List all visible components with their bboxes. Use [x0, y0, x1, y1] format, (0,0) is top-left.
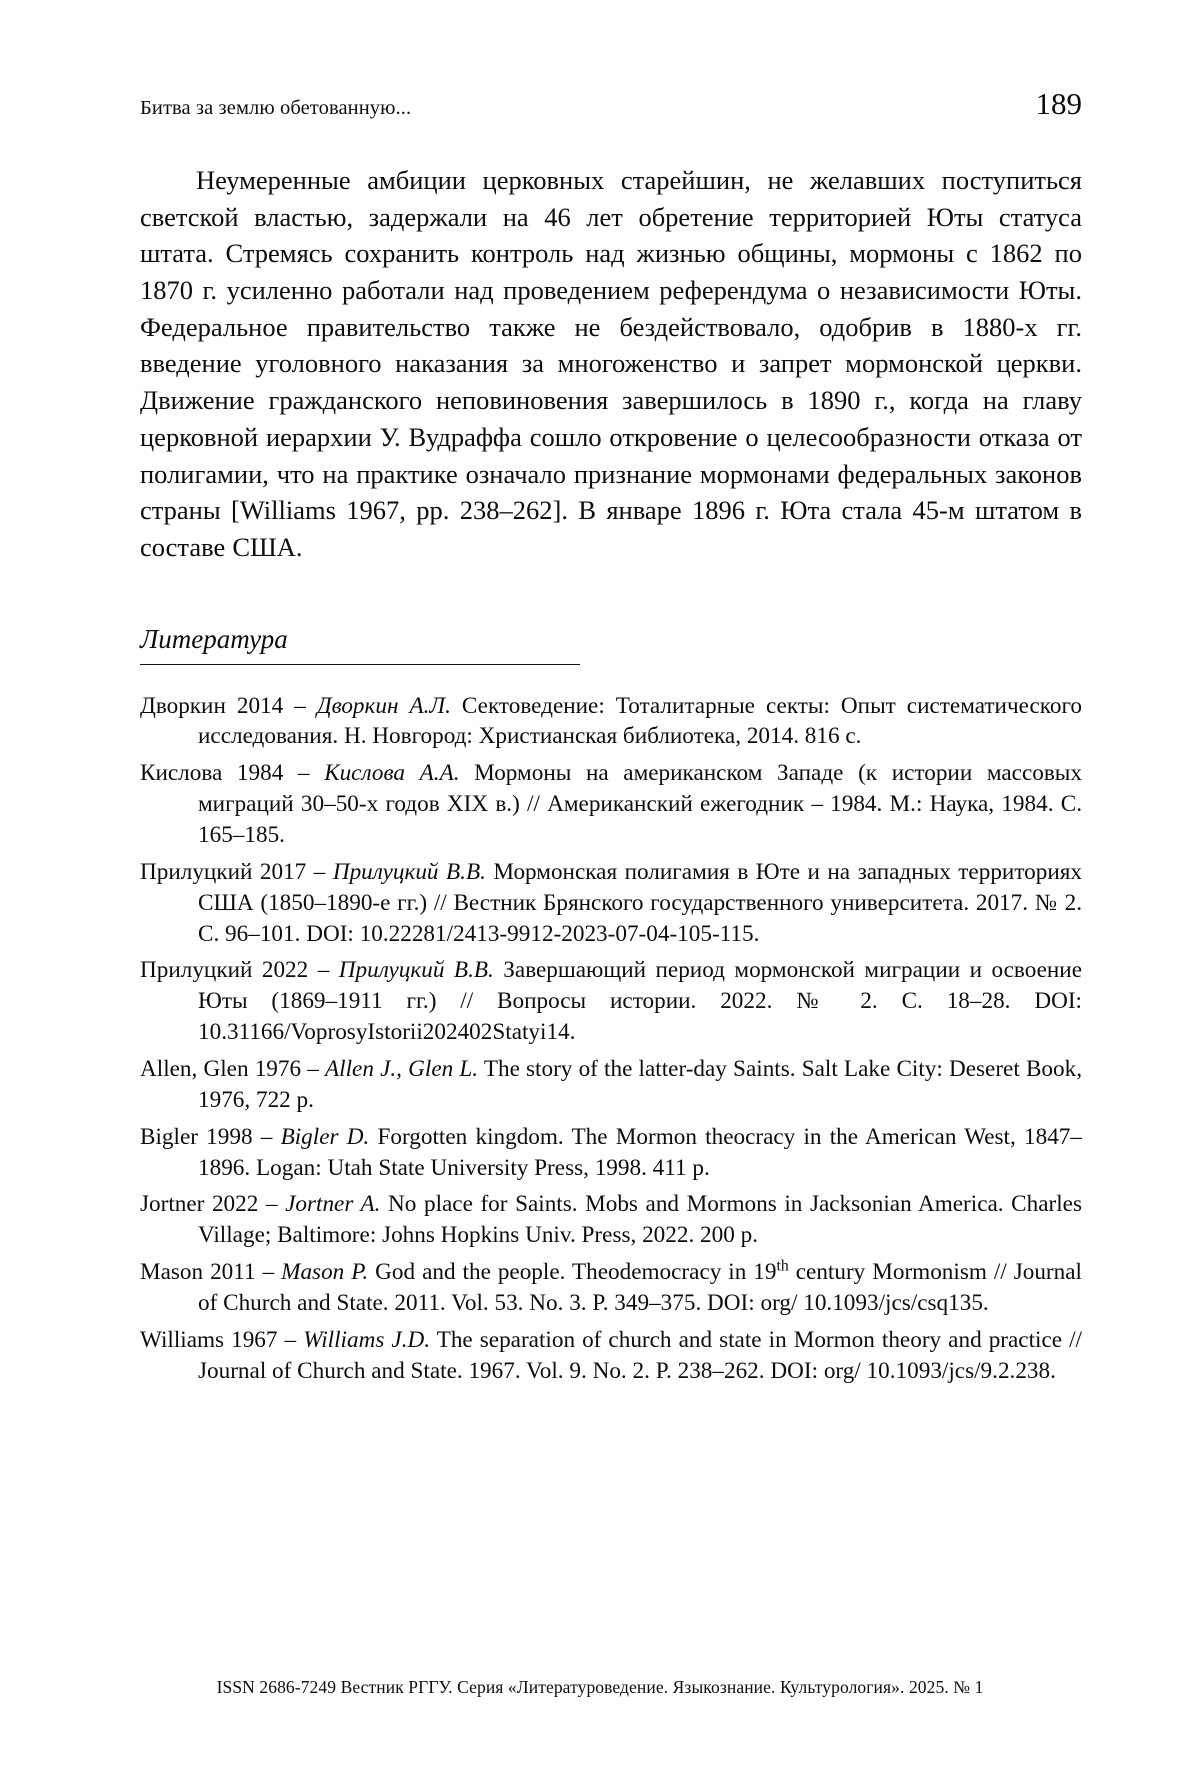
reference-item: [140, 1189, 1082, 1251]
reference-key: Jortner 2022 –: [140, 1191, 286, 1218]
reference-item: [140, 1325, 1082, 1387]
reference-item: [140, 1054, 1082, 1116]
reference-text: Мормонская полигамия в Юте и на западных территориях США (1850–1890-е гг.) // Вестник Брянского государственного университета. 2017. № 2. С. 96–101. DOI: 10.22281/2413-9912-2023-07-04-105-115.: [198, 858, 1083, 947]
reference-key: Allen, Glen 1976 –: [140, 1056, 325, 1083]
reference-item: [140, 1122, 1082, 1184]
reference-key: Прилуцкий 2017 –: [140, 858, 333, 885]
reference-text: Сектоведение: Тоталитарные секты: Опыт систематического исследования. Н. Новгород: Христианская библиотека, 2014. 816 с.: [198, 692, 1082, 750]
reference-item: [140, 691, 1082, 753]
reference-item: [140, 758, 1082, 851]
heading-rule: [140, 664, 580, 665]
references-list: [140, 691, 1082, 1387]
reference-item: [140, 955, 1082, 1048]
reference-key: Прилуцкий 2022 –: [140, 957, 339, 984]
reference-key: Williams 1967 –: [140, 1326, 304, 1353]
reference-key: Bigler 1998 –: [140, 1123, 281, 1150]
reference-author: Allen J., Glen L.: [325, 1056, 479, 1083]
reference-author: Williams J.D.: [303, 1326, 431, 1353]
references-heading: Литература: [140, 623, 288, 654]
reference-author: Кислова А.А.: [324, 760, 460, 787]
reference-key: Дворкин 2014 –: [140, 692, 317, 719]
reference-text: Forgotten kingdom. The Mormon theocracy in the American West, 1847–1896. Logan: Utah State University Press, 1998. 411 p.: [198, 1123, 1082, 1181]
reference-author: Bigler D.: [280, 1123, 370, 1150]
reference-author: Jortner A.: [285, 1191, 381, 1218]
running-head-title: Битва за землю обетованную...: [140, 97, 412, 119]
references-heading-block: [140, 624, 1082, 665]
body-paragraph: Неумеренные амбиции церковных старейшин, не желавших поступиться светской властью, задержали на 46 лет обретение территорией Юты статуса штата. Стремясь сохранить контроль над жизнью общины, мормоны с 1862 по 1870 г. усиленно работали над проведением референдума о независимости Юты. Федеральное правительство также не бездействовало, одобрив в 1880-х гг. введение уголовного наказания за многоженство и запрет мормонской церкви. Движение гражданского неповиновения завершилось в 1890 г., когда на главу церковной иерархии У. Вудраффа сошло откровение о целесообразности отказа от полигамии, что на практике означало признание мормонами федеральных законов страны [Williams 1967, pp. 238–262]. В январе 1896 г. Юта стала 45-м штатом в составе США.: [140, 165, 1082, 562]
reference-author: Mason P.: [281, 1259, 369, 1286]
reference-author: Дворкин А.Л.: [316, 692, 451, 719]
reference-text: No place for Saints. Mobs and Mormons in Jacksonian America. Charles Village; Baltimore: Johns Hopkins Univ. Press, 2022. 200 p.: [198, 1191, 1083, 1249]
page-number: 189: [1035, 86, 1082, 121]
reference-text: Завершающий период мормонской миграции и освоение Юты (1869–1911 гг.) // Вопросы истории. 2022. № 2. С. 18–28. DOI: 10.31166/VoprosyIstorii202402Statyi14.: [198, 957, 1082, 1046]
reference-key: Кислова 1984 –: [140, 760, 325, 787]
reference-author: Прилуцкий В.В.: [338, 957, 494, 984]
reference-key: Mason 2011 –: [140, 1259, 282, 1286]
reference-text: God and the people. Theodemocracy in 19th century Mormonism // Journal of Church and State. 2011. Vol. 53. No. 3. P. 349–375. DOI: org/ 10.1093/jcs/csq135.: [198, 1257, 1082, 1317]
reference-text: The story of the latter-day Saints. Salt Lake City: Deseret Book, 1976, 722 p.: [198, 1056, 1082, 1113]
page-footer: ISSN 2686-7249 Вестник РГГУ. Серия «Литературоведение. Языкознание. Культурология». 2025. № 1: [216, 1677, 984, 1697]
reference-item: [140, 857, 1082, 950]
reference-text: Мормоны на американском Западе (к истории массовых миграций 30–50-х годов XIX в.) // Американский ежегодник – 1984. М.: Наука, 1984. С. 165–185.: [198, 760, 1082, 848]
reference-author: Прилуцкий В.В.: [332, 858, 486, 885]
reference-text: The separation of church and state in Mormon theory and practice // Journal of Church and State. 1967. Vol. 9. No. 2. P. 238–262. DOI: org/ 10.1093/jcs/9.2.238.: [198, 1326, 1082, 1384]
reference-item: [140, 1257, 1082, 1319]
running-head: [140, 86, 1082, 122]
